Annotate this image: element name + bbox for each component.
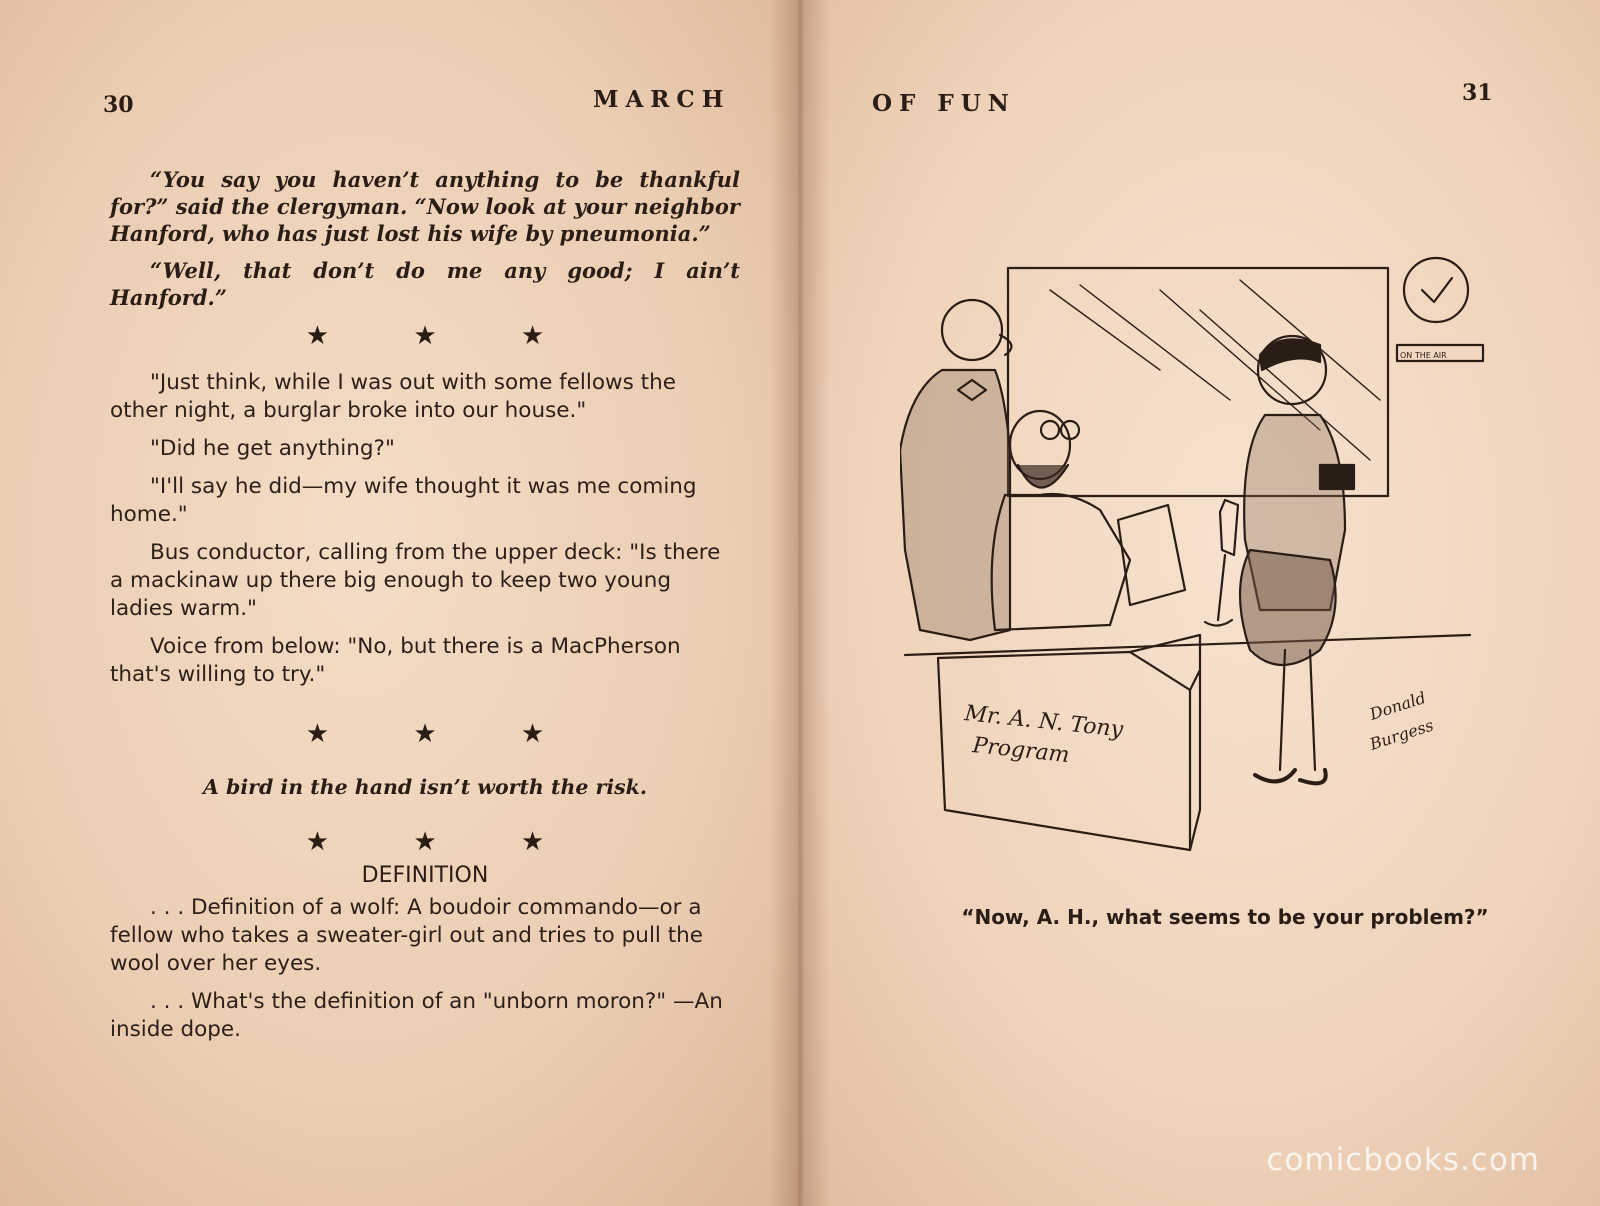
page-number-right: 31 bbox=[1462, 80, 1493, 106]
cartoon-caption: “Now, A. H., what seems to be your problem?” bbox=[961, 905, 1489, 929]
microphone-icon bbox=[1220, 500, 1238, 555]
star-divider-2: ★ ★ ★ bbox=[305, 719, 583, 749]
artist-signature-line2: Burgess bbox=[1367, 715, 1436, 754]
joke1-para1: “You say you haven’t anything to be thankful for?” said the clergyman. “Now look at your neighbor Hanford, who has just lost his wife by pneumonia.” bbox=[110, 167, 740, 246]
joke2-para2: "Did he get anything?" bbox=[150, 436, 395, 461]
clock-icon bbox=[1404, 258, 1468, 322]
on-air-sign-text: ON THE AIR bbox=[1400, 351, 1447, 360]
definition-para2: . . . What's the definition of an "unborn moron?" —An inside dope. bbox=[110, 989, 723, 1042]
watermark: comicbooks.com bbox=[1266, 1142, 1540, 1178]
patient-boots bbox=[1255, 770, 1326, 783]
desk-label-line2: Program bbox=[971, 733, 1071, 769]
running-head-right: OF FUN bbox=[872, 90, 1016, 117]
star-divider-1: ★ ★ ★ bbox=[305, 321, 583, 351]
running-head-left: MARCH bbox=[593, 86, 731, 113]
joke3-para1: Bus conductor, calling from the upper deck: "Is there a mackinaw up there big enough to keep two young ladies warm." bbox=[110, 540, 721, 621]
microphone-stand bbox=[1205, 555, 1232, 626]
desk-label-line1: Mr. A. N. Tony bbox=[963, 701, 1125, 743]
producer-jacket bbox=[900, 370, 1010, 640]
proverb: A bird in the hand isn’t worth the risk. bbox=[202, 775, 647, 799]
joke2-para3: "I'll say he did—my wife thought it was me coming home." bbox=[110, 474, 697, 527]
patient-coat-bundle bbox=[1240, 550, 1336, 665]
producer-head bbox=[942, 300, 1002, 360]
joke3-para2: Voice from below: "No, but there is a MacPherson that's willing to try." bbox=[110, 634, 681, 687]
cartoon-illustration bbox=[900, 250, 1520, 870]
artist-signature-line1: Donald bbox=[1367, 687, 1429, 724]
left-text-block bbox=[110, 166, 740, 1054]
armband bbox=[1320, 465, 1354, 489]
joke2-para1: "Just think, while I was out with some fellows the other night, a burglar broke into our house." bbox=[110, 370, 676, 423]
patient-legs bbox=[1280, 650, 1315, 770]
page-number-left: 30 bbox=[103, 92, 134, 118]
definition-para1: . . . Definition of a wolf: A boudoir commando—or a fellow who takes a sweater-girl out and tries to pull the wool over her eyes. bbox=[110, 895, 704, 976]
psychiatrist-beard bbox=[1018, 465, 1068, 488]
star-divider-3: ★ ★ ★ bbox=[305, 827, 583, 857]
clock-hands bbox=[1422, 278, 1452, 302]
joke1-para2: “Well, that don’t do me any good; I ain’t Hanford.” bbox=[110, 258, 740, 310]
definition-title: DEFINITION bbox=[361, 863, 489, 888]
psychiatrist-coat bbox=[992, 494, 1130, 630]
